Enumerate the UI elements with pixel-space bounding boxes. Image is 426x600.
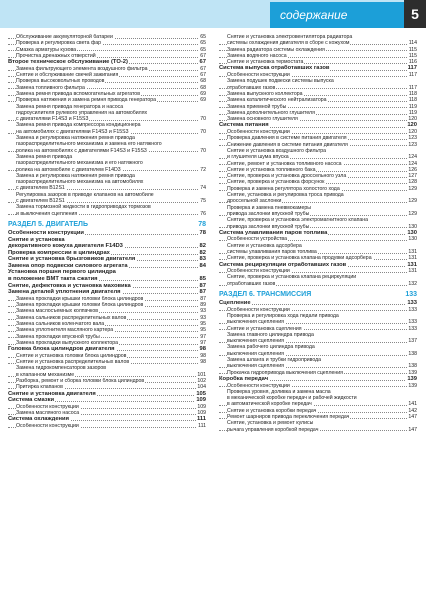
toc-entry-page: 127 [408,173,417,180]
toc-entry-title: Снижение давления в системе питания двигателя [227,141,348,148]
toc-entry-page: 119 [408,103,417,110]
toc-entry-title: Замена и регулировка натяжения ремня привода [16,135,135,142]
toc-entry-title: Снятие, ремонт и установка топливного насоса [227,160,342,167]
toc-entry-title: Особенности конструкции [227,129,290,136]
toc-entry-title: Система смазки [8,397,55,404]
toc-entry-page: 69 [200,97,206,104]
toc-entry-title: выключения сцепления [227,338,284,345]
toc-entry-title: Система выпуска отработавших газов [219,65,330,72]
toc-entry-title: Замена радиатора системы охлаждения [227,46,325,53]
toc-entry-page: 83 [199,256,206,263]
section-heading[interactable] [8,220,206,229]
toc-entry-title: Особенности конструкции [16,403,79,410]
toc-entry-title: Замена уплотнителя масляного картера [16,327,114,334]
toc-entry-page: 115 [408,46,417,53]
toc-entry[interactable] [219,281,417,287]
toc-entry-page: 111 [196,416,206,423]
toc-entry-title: Замена гидрокомпенсаторов зазоров [16,365,107,372]
toc-entry[interactable] [8,59,206,66]
toc-entry-page: 129 [408,198,417,205]
toc-entry-page: 93 [200,314,206,321]
toc-entry-page: 123 [408,135,417,142]
toc-entry-title: Особенности конструкции [227,306,290,313]
toc-entry-page: 75 [200,198,206,205]
toc-entry-title: Замена ремня привода генератора и насоса [16,103,124,110]
toc-entry-title: ролика на автомобилях с двигателями F14S3 и F15S3 [16,147,147,154]
toc-entry-page: 67 [200,52,206,59]
toc-entry-title: привода заслонки впускной трубы [227,210,310,217]
toc-entry-title: РАЗДЕЛ 6. ТРАНСМИССИЯ [219,291,312,299]
toc-entry-title: Снятие и установка [8,236,65,243]
toc-entry-title: системы улавливания паров топлива [227,248,317,255]
toc-entry-page: 67 [200,72,206,79]
toc-entry-title: газораспределительного механизма и его натяжного [16,160,143,167]
toc-entry-title: Коробка передач [219,375,269,382]
toc-entry-page: 98 [200,352,206,359]
toc-entry-title: Проверка компрессии в цилиндрах [8,249,110,256]
toc-entry[interactable] [8,237,206,244]
toc-entry-page: 141 [408,401,417,408]
toc-entry-page: 138 [408,363,417,370]
toc-entry-title: Прочистка дренажных отверстий [16,52,96,59]
toc-entry-page: 128 [408,179,417,186]
toc-entry-page: 65 [200,46,206,53]
toc-entry-title: Замена главного цилиндра привода [227,331,314,338]
toc-entry-page: 120 [407,122,417,129]
toc-entry-title: в механической коробке передач и рабочей жидкости [227,395,357,402]
toc-entry-title: Снятие и установка сцепления [227,325,302,332]
toc-entry-title: Особенности конструкции [227,382,290,389]
toc-entry-page: 95 [200,321,206,328]
toc-entry-page: 97 [200,333,206,340]
toc-entry-page: 101 [197,371,206,378]
toc-entry-page: 137 [408,338,417,345]
toc-entry-page: 131 [408,268,417,275]
toc-entry-page: 117 [407,65,417,72]
toc-entry-title: выключения сцепления [227,363,284,370]
toc-entry[interactable] [8,250,206,257]
toc-entry-page: 130 [408,223,417,230]
toc-entry-page: 87 [199,282,206,289]
header-bar [0,0,426,28]
toc-entry-title: Установка поршня первого цилиндра [8,269,116,276]
toc-entry-page: 69 [200,90,206,97]
toc-entry[interactable] [8,423,206,429]
toc-entry-title: дроссельной заслонки [227,198,282,205]
toc-entry-title: Замена фильтрующего элемента воздушного фильтра [16,65,148,72]
toc-entry-page: 84 [199,262,206,269]
toc-entry[interactable] [8,416,206,423]
toc-entry-page: 120 [408,116,417,123]
toc-entry-page: 129 [408,210,417,217]
toc-entry-page: 74 [200,185,206,192]
toc-entry-page: 133 [408,319,417,326]
toc-entry-page: 133 [405,291,417,299]
toc-entry-title: гидроусилителя рулевого управления на автомобилях [16,109,148,116]
toc-entry-page: 147 [408,426,417,433]
toc-entry-title: рычага управления коробкой передач [227,426,319,433]
toc-entry-page: 82 [199,243,206,250]
toc-entry-page: 132 [408,280,417,287]
toc-entry[interactable] [8,269,206,276]
toc-entry-page: 142 [408,407,417,414]
toc-entry-title: Ремонт шарниров привода переключения передач [227,414,350,420]
toc-entry[interactable] [219,230,417,237]
toc-entry[interactable] [219,376,417,383]
toc-entry-page: 70 [200,147,206,154]
toc-entry-title: Замена и регулировка натяжения ремня привода [16,172,135,179]
toc-entry[interactable] [8,243,206,250]
toc-entry-title: Снятие и установка головки блока цилиндров [16,352,127,359]
toc-entry-title: Снятие, проверка и установка электромагнитного клапана [227,217,369,224]
toc-entry-title: Проверка давления в системе питания двигателя [227,135,347,142]
toc-entry-page: 67 [199,59,206,66]
toc-entry-title: выключения сцепления [227,319,284,326]
toc-entry-title: с двигателем B12S1 [16,185,65,192]
toc-entry-title: Замена сальников коленчатого вала [16,321,105,328]
toc-entry-title: Снятие и установка воздушного фильтра [227,147,326,154]
toc-entry-title: Снятие, дефектовка и установка маховика [8,282,131,289]
toc-entry-page: 131 [408,248,417,255]
toc-entry-page: 114 [408,40,417,47]
toc-entry-page: 138 [408,350,417,357]
toc-entry-page: 87 [200,295,206,302]
toc-entry-title: Снятие, проверка и установка дроссельного узла [227,173,347,180]
toc-entry-title: с двигателем B12S1 [16,198,65,205]
toc-entry-title: РАЗДЕЛ 5. ДВИГАТЕЛЬ [8,220,88,228]
toc-entry[interactable] [219,262,417,269]
toc-entry-title: Замена каталитического нейтрализатора [227,97,327,104]
toc-entry-title: Регулировка зазоров в приводе клапанов на автомобиле [16,191,154,198]
toc-entry-page: 70 [200,128,206,135]
toc-entry-page: 76 [200,210,206,217]
toc-entry[interactable] [8,289,206,296]
toc-entry-page: 116 [408,59,417,66]
toc-entry-title: Замена шланга и трубки гидропривода [227,357,322,364]
toc-entry-page: 85 [199,276,206,283]
toc-entry-page: 139 [408,382,417,389]
toc-entry-title: Снятие и установка термостата [227,59,304,66]
toc-entry-title: газораспределительного механизма и замена его натяжного [16,141,162,148]
toc-entry-title: Замена дополнительного глушителя [227,109,315,116]
toc-entry-page: 87 [199,289,206,296]
toc-entry-page: 124 [408,160,417,167]
toc-entry-title: Обслуживание аккумуляторной батареи [16,34,113,40]
toc-entry-title: и глушителя шума впуска [227,154,289,161]
toc-entry[interactable] [219,300,417,307]
toc-entry-title: Система питания [219,122,269,129]
toc-entry-page: 104 [197,384,206,391]
toc-entry-title: Особенности конструкции [8,229,84,236]
toc-entry-page: 111 [198,422,206,429]
toc-entry-page: 65 [200,34,206,40]
toc-entry-title: Снятие и установка распределительных валов [16,359,130,366]
toc-entry-page: 82 [199,249,206,256]
toc-entry-title: Притирка клапанов [16,384,63,391]
toc-entry[interactable] [8,391,206,398]
toc-entry-page: 97 [200,339,206,346]
toc-entry-title: отработавших газов [227,280,276,287]
toc-entry[interactable] [8,211,206,217]
toc-entry-page: 119 [408,109,417,116]
toc-entry-title: привода заслонки впускной трубы [227,223,310,230]
toc-entry-page: 133 [407,300,417,307]
toc-entry-page: 109 [196,397,206,404]
toc-entry-title: Снятие, проверка и установка форсунок [227,179,325,186]
toc-entry-page: 78 [199,229,206,236]
toc-entry-title: Проверка и регулировка хода педали привода [227,312,339,319]
toc-entry-title: с двигателями F14S3 и F15S3 [16,116,89,123]
toc-entry-title: Проверка уровня, доливка и замена масла [227,388,331,395]
toc-entry-title: Замена рабочего цилиндра привода [227,344,315,351]
toc-entry-title: Особенности устройства [227,236,288,243]
toc-entry-title: выключения сцепления [227,350,284,357]
toc-entry-page: 139 [408,369,417,376]
toc-entry-page: 98 [199,346,206,353]
toc-entry[interactable] [8,230,206,237]
toc-entry-title: Головка блока цилиндров двигателя [8,346,115,353]
toc-entry-page: 130 [408,236,417,243]
toc-entry[interactable] [8,256,206,263]
toc-entry-title: Проверка и регулировка света фар [16,40,102,47]
toc-entry-page: 131 [407,261,417,268]
toc-entry-title: Замена деталей уплотнения двигателя [8,289,121,296]
toc-entry-title: Снятие, проверка и установка клапана рециркуляции [227,274,357,281]
toc-entry-title: Замена водяного насоса [227,52,287,59]
toc-entry-page: 89 [200,302,206,309]
toc-entry-page: 102 [197,378,206,384]
toc-entry-title: в автоматической коробке передач [227,401,312,408]
toc-entry-page: 117 [408,84,417,91]
toc-entry-title: Особенности конструкции [16,422,79,429]
toc-entry-title: Замена прокладки впускной трубы [16,333,100,340]
toc-entry-page: 139 [407,375,417,382]
page-number: 5 [404,0,426,28]
toc-entry-title: в клапанном механизме [16,371,75,378]
toc-entry-title: Замена прокладки крышки головки блока цилиндров [16,302,144,309]
toc-entry-page: 133 [408,306,417,313]
toc-entry-page: 126 [408,166,417,173]
toc-entry-title: Система рециркуляции отработавших газов [219,261,347,268]
toc-entry-page: 109 [197,410,206,417]
toc-entry-title: Снятие и установка адсорбера [227,242,302,249]
toc-entry-page: 124 [408,154,417,161]
toc-entry-title: Снятие и обслуживание свечей зажигания [16,72,119,79]
toc-entry-page: 115 [408,52,417,59]
toc-entry-page: 131 [408,255,417,262]
toc-entry-title: Снятие и установка двигателя [8,390,96,397]
toc-entry-title: Замена прокладки крышки головки блока цилиндров [16,295,144,302]
toc-entry[interactable] [8,276,206,283]
toc-left-column [8,34,206,429]
toc-entry-page: 147 [408,414,417,420]
toc-entry-page: 120 [408,129,417,136]
toc-entry-title: Замена сальников распределительных валов [16,314,127,321]
toc-entry-page: 72 [200,166,206,173]
toc-entry-title: Замена выпускного коллектора [227,90,303,97]
toc-entry-title: Прокачка гидропривода выключения сцепления [227,369,343,376]
toc-entry-title: Замена маслосъемных колпачков [16,308,98,315]
toc-entry-title: Замена подушек подвески системы выпуска [227,78,334,85]
toc-entry[interactable] [8,346,206,353]
toc-entry-title: Замена масляного насоса [16,410,80,417]
toc-entry-title: Снятие, установка и ремонт кулисы [227,420,314,427]
toc-entry-title: Замена опор подвески силового агрегата [8,262,128,269]
toc-entry-title: Снятие и установка брызговиков двигателя [8,256,136,263]
toc-entry-title: Проверка и замена пневмокамеры [227,204,311,211]
toc-entry-title: Система охлаждения [8,416,69,423]
toc-entry-title: Замена ремня привода [16,153,73,160]
toc-entry-title: Замена ремня привода компрессора кондиционера [16,122,141,129]
toc-entry-title: Замена ремня привода вспомогательных агрегатов [16,90,140,97]
toc-entry-title: ролика на автомобиле с двигателем F14D3 [16,166,121,173]
toc-entry-page: 109 [197,403,206,410]
toc-entry-title: Проверка и замена регулятора холостого хода [227,185,340,192]
toc-entry-page: 68 [200,84,206,91]
toc-entry-page: 95 [200,327,206,334]
toc-entry-page: 70 [200,116,206,123]
toc-entry-title: Замена топливного фильтра [16,84,85,91]
toc-entry-page: 118 [408,90,417,97]
toc-entry-title: отработавших газов [227,84,276,91]
toc-entry-page: 117 [408,72,417,79]
toc-entry-page: 105 [196,390,206,397]
toc-entry-title: Снятие, установка и регулировка троса привода [227,192,344,199]
toc-entry[interactable] [8,397,206,404]
toc-entry[interactable] [219,65,417,72]
toc-entry[interactable] [219,427,417,433]
toc-entry-page: 78 [198,220,206,228]
toc-entry-title: Разборка, ремонт и сборка головки блока цилиндров [16,378,145,384]
toc-entry-page: 65 [200,40,206,47]
toc-entry-title: и выключения сцепления [16,210,78,217]
toc-entry-page: 98 [200,359,206,366]
toc-entry-title: Система улавливания паров топлива [219,229,328,236]
toc-entry[interactable] [219,122,417,129]
toc-entry-page: 93 [200,308,206,315]
toc-entry-title: газораспределительного механизма на автомобилях [16,179,144,186]
toc-entry-page: 123 [408,141,417,148]
toc-entry-page: 130 [407,229,417,236]
toc-entry-title: Снятие и установка коробки передач [227,407,317,414]
toc-entry-title: Снятие и установка электровентилятора радиатора [227,34,353,40]
toc-entry[interactable] [8,283,206,290]
section-title: содержание [270,2,406,28]
toc-entry-page: 118 [408,97,417,104]
toc-entry-title: Особенности конструкции [227,72,290,79]
toc-entry-title: Смазка арматуры кузова [16,46,77,53]
toc-entry-title: Проверка натяжения и замена ремня привода генератора [16,97,157,104]
toc-entry-title: Замена основного глушителя [227,116,298,123]
section-heading[interactable] [219,290,417,299]
toc-entry-title: в положение ВМТ такта сжатия [8,276,98,283]
toc-entry-title: Проверка высоковольтных проводов [16,78,105,85]
toc-entry-title: Снятие и установка топливного бака [227,166,316,173]
toc-entry-title: на автомобилях с двигателями F14S3 и F15S3 [16,128,129,135]
toc-entry-title: Снятие, проверка и установка клапана продувки адсорбера [227,255,372,262]
toc-entry-title: Замена прокладки выпускного коллектора [16,339,118,346]
toc-entry-page: 67 [200,65,206,72]
toc-entry[interactable] [8,263,206,270]
toc-entry-title: Особенности конструкции [227,268,290,275]
toc-entry-title: Сцепление [219,300,251,307]
toc-right-column [219,34,417,433]
toc-entry-page: 68 [200,78,206,85]
toc-entry-page: 133 [408,325,417,332]
toc-entry-title: Замена тормозной жидкости в гидроприводах тормозов [16,204,151,211]
toc-entry-title: декоративного кожуха двигателя F14D3 [8,243,123,250]
toc-entry-page: 129 [408,185,417,192]
toc-entry-title: Второе техническое обслуживание (ТО-2) [8,59,128,66]
toc-entry-title: Замена приемной трубы [227,103,287,110]
toc-entry-title: системы охлаждения двигателя в сборе с кожухом [227,40,350,47]
